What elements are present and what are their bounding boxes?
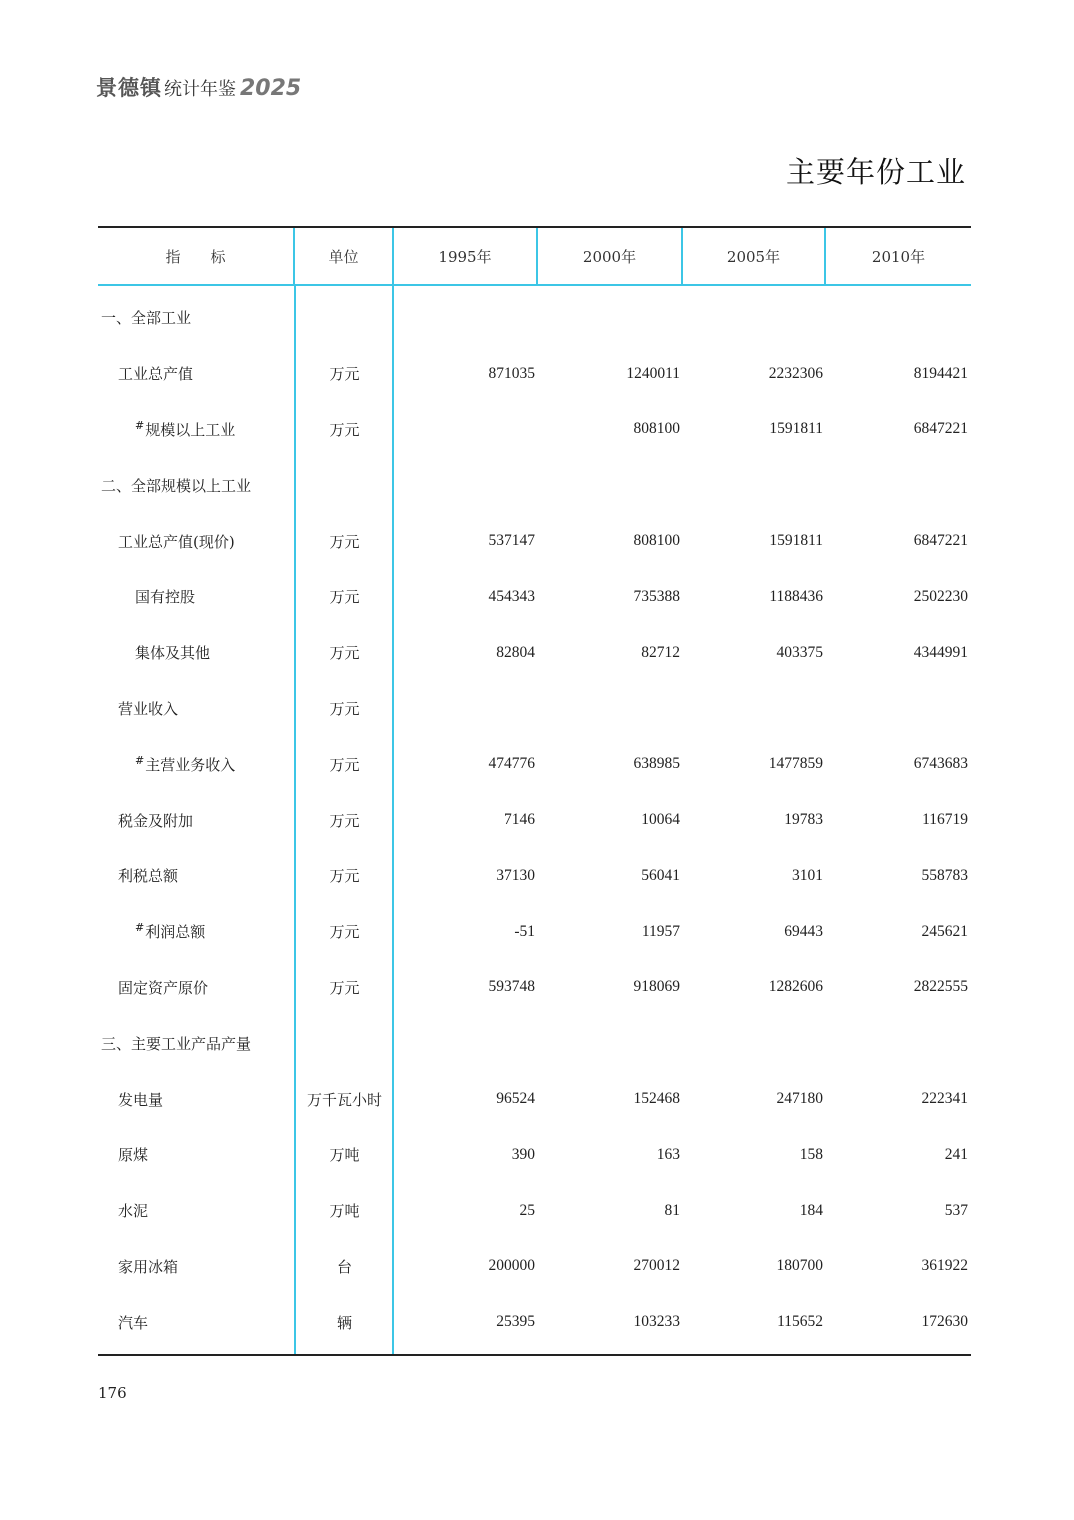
row-unit: 万元	[329, 867, 360, 886]
value-cell: 25395	[496, 1313, 535, 1331]
column-header-2010: 2010年	[871, 247, 926, 266]
value-cell: 116719	[922, 811, 968, 829]
value-cell: 390	[511, 1145, 535, 1163]
row-label	[98, 921, 295, 942]
row-label	[98, 1200, 295, 1221]
value-cell: 11957	[641, 922, 680, 940]
row-label-text: 规模以上工业	[145, 420, 236, 439]
row-unit: 万吨	[329, 1202, 360, 1221]
row-label	[98, 642, 295, 663]
row-label-text: 主营业务收入	[145, 755, 236, 774]
value-cell: 163	[656, 1145, 680, 1163]
row-label-text: 三、主要工业产品产量	[101, 1034, 252, 1053]
row-unit: 万元	[329, 588, 360, 607]
row-label	[98, 1256, 295, 1277]
row-unit: 万元	[329, 755, 360, 774]
value-cell: 537	[944, 1201, 968, 1219]
value-cell: 403375	[776, 643, 823, 661]
value-cell: 1477859	[768, 755, 823, 773]
table-row	[98, 904, 971, 960]
value-cell: 1188436	[769, 587, 823, 605]
row-label	[98, 1312, 295, 1333]
page-title: 主要年份工业	[785, 155, 966, 189]
row-label-text: 税金及附加	[118, 811, 194, 830]
value-cell: 735388	[633, 587, 680, 605]
value-cell: 115652	[777, 1313, 823, 1331]
row-unit: 万吨	[329, 1146, 360, 1165]
row-label	[98, 1033, 295, 1054]
column-header-2000: 2000年	[538, 228, 683, 284]
table-row	[98, 1071, 971, 1127]
row-label-text: 利润总额	[145, 923, 206, 942]
value-cell: 871035	[488, 364, 535, 382]
table-row	[98, 960, 971, 1016]
value-cell: 2822555	[913, 978, 968, 996]
value-cell: 19783	[784, 811, 823, 829]
row-unit: 万元	[329, 644, 360, 663]
table-row	[98, 681, 971, 737]
row-unit: 万元	[329, 420, 360, 439]
row-label-text: 工业总产值(现价)	[118, 532, 235, 551]
value-cell: 82712	[641, 643, 680, 661]
value-cell: 558783	[921, 866, 968, 884]
footnote-mark: #	[135, 753, 145, 767]
table-row	[98, 1239, 971, 1295]
running-header	[96, 72, 301, 102]
value-cell: 6847221	[913, 532, 968, 550]
table-row	[98, 569, 971, 625]
value-cell: 593748	[488, 978, 535, 996]
row-label-text: 汽车	[118, 1313, 149, 1332]
value-cell: 361922	[921, 1257, 968, 1275]
value-cell: 808100	[633, 420, 680, 438]
value-cell: 81	[664, 1201, 680, 1219]
value-cell: 2232306	[768, 364, 823, 382]
value-cell: 247180	[776, 1090, 823, 1108]
table-row	[98, 1183, 971, 1239]
column-divider	[294, 286, 296, 1354]
value-cell: 25	[519, 1201, 535, 1219]
column-header-1995: 1995年	[394, 228, 538, 284]
row-label-text: 发电量	[118, 1090, 164, 1109]
value-cell: 8194421	[913, 364, 968, 382]
row-label-text: 国有控股	[135, 588, 196, 607]
footnote-mark: #	[135, 418, 145, 432]
footnote-mark: #	[135, 921, 145, 935]
value-cell: 158	[799, 1145, 823, 1163]
value-cell: 241	[944, 1145, 968, 1163]
column-divider	[392, 286, 394, 1354]
value-cell: 7146	[504, 811, 535, 829]
value-cell: 474776	[488, 755, 535, 773]
value-cell: 918069	[633, 978, 680, 996]
row-unit: 万元	[329, 532, 360, 551]
value-cell: 172630	[921, 1313, 968, 1331]
value-cell: 152468	[633, 1090, 680, 1108]
row-label	[98, 1089, 295, 1110]
value-cell: 37130	[496, 866, 535, 884]
value-cell: 10064	[641, 811, 680, 829]
table-row	[98, 1127, 971, 1183]
row-label-text: 工业总产值	[118, 365, 194, 384]
table-row	[98, 1015, 971, 1071]
row-label-text: 集体及其他	[135, 644, 211, 663]
table-row	[98, 457, 971, 513]
value-cell: 638985	[633, 755, 680, 773]
value-cell: 96524	[496, 1090, 535, 1108]
row-label	[98, 363, 295, 384]
value-cell: 1591811	[769, 532, 823, 550]
header-year: 2025	[240, 76, 302, 101]
value-cell: 1240011	[626, 364, 680, 382]
table-row	[98, 1294, 971, 1350]
row-label	[98, 419, 295, 440]
row-label	[98, 810, 295, 831]
row-unit: 辆	[336, 1313, 352, 1332]
header-book-title: 统计年鉴	[164, 79, 236, 100]
table-row	[98, 625, 971, 681]
value-cell: 200000	[488, 1257, 535, 1275]
row-label-text: 营业收入	[118, 699, 179, 718]
row-label	[98, 754, 295, 775]
value-cell: 454343	[488, 587, 535, 605]
row-unit: 万元	[329, 978, 360, 997]
row-label-text: 原煤	[118, 1146, 149, 1165]
value-cell: 69443	[784, 922, 823, 940]
value-cell: 270012	[633, 1257, 680, 1275]
table-header	[98, 228, 971, 286]
table-row	[98, 848, 971, 904]
value-cell: 4344991	[913, 643, 968, 661]
row-unit: 万元	[329, 699, 360, 718]
row-unit: 万元	[329, 811, 360, 830]
row-label	[98, 1144, 295, 1165]
column-header-unit: 单位	[295, 228, 394, 284]
row-label	[98, 698, 295, 719]
column-header-indicator: 指 标	[98, 228, 295, 284]
value-cell: 6847221	[913, 420, 968, 438]
value-cell: 537147	[488, 532, 535, 550]
value-cell: 1282606	[768, 978, 823, 996]
row-label	[98, 475, 295, 496]
value-cell: -51	[514, 922, 535, 940]
table-row	[98, 290, 971, 346]
row-label-text: 一、全部工业	[101, 309, 192, 328]
value-cell: 222341	[921, 1090, 968, 1108]
table-row	[98, 346, 971, 402]
value-cell: 82804	[496, 643, 535, 661]
value-cell: 103233	[633, 1313, 680, 1331]
row-unit: 万千瓦小时	[306, 1090, 382, 1109]
row-label-text: 家用冰箱	[118, 1257, 179, 1276]
statistics-table	[98, 226, 971, 1356]
row-label	[98, 531, 295, 552]
value-cell: 2502230	[913, 587, 968, 605]
row-label-text: 利税总额	[118, 867, 179, 886]
row-label	[98, 865, 295, 886]
row-label	[98, 977, 295, 998]
value-cell: 1591811	[769, 420, 823, 438]
row-label	[98, 307, 295, 328]
value-cell: 184	[799, 1201, 823, 1219]
row-label-text: 水泥	[118, 1202, 149, 1221]
row-label	[98, 586, 295, 607]
row-unit: 台	[336, 1257, 352, 1276]
value-cell: 56041	[641, 866, 680, 884]
row-label-text: 二、全部规模以上工业	[101, 476, 252, 495]
table-body	[98, 286, 971, 1356]
row-label-text: 固定资产原价	[118, 978, 209, 997]
table-row	[98, 792, 971, 848]
page-number: 176	[98, 1384, 127, 1402]
table-row	[98, 402, 971, 458]
value-cell: 808100	[633, 532, 680, 550]
table-row	[98, 736, 971, 792]
row-unit: 万元	[329, 923, 360, 942]
value-cell: 3101	[792, 866, 823, 884]
row-unit: 万元	[329, 365, 360, 384]
value-cell: 6743683	[913, 755, 968, 773]
table-row	[98, 513, 971, 569]
value-cell: 180700	[776, 1257, 823, 1275]
column-header-2005: 2005年	[683, 228, 826, 284]
header-city: 景德镇	[96, 76, 162, 100]
value-cell: 245621	[921, 922, 968, 940]
